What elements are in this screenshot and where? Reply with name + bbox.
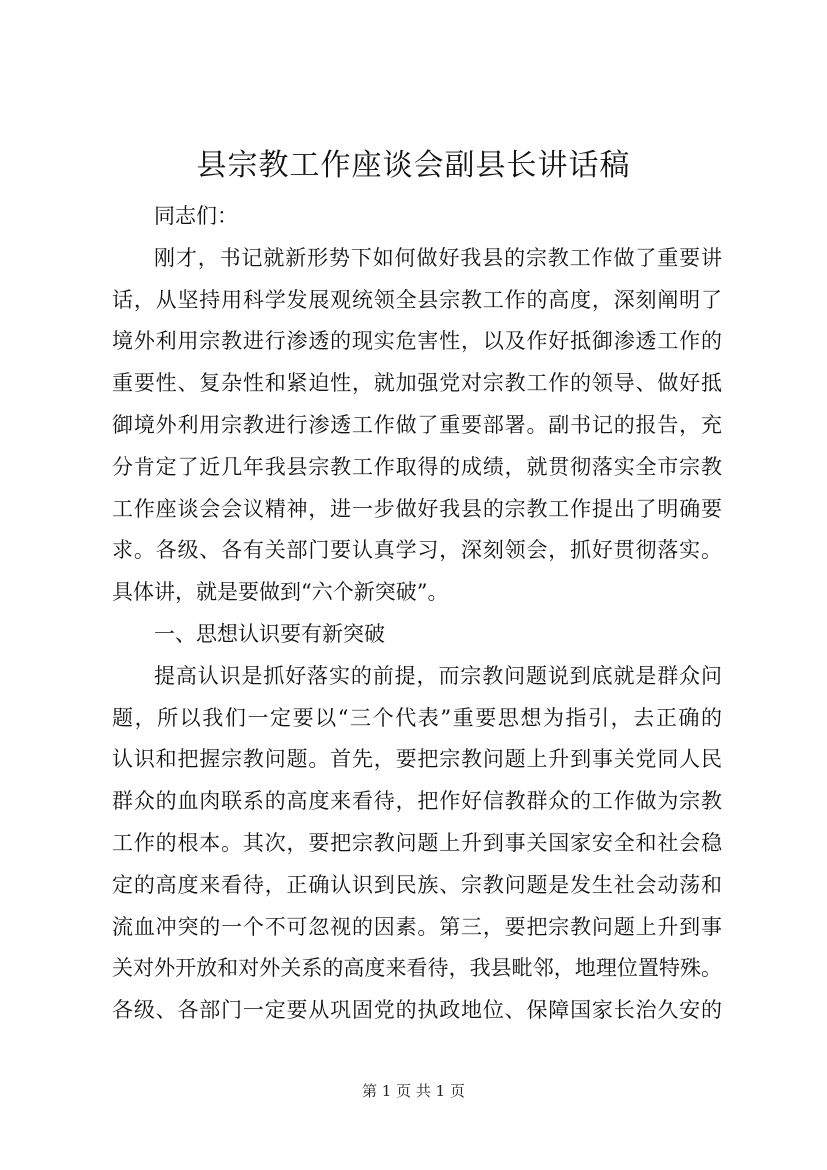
text-line: 御境外利用宗教进行渗透工作做了重要部署。副书记的报告，充 [112, 412, 722, 437]
text-line: 工作的根本。其次，要把宗教问题上升到事关国家安全和社会稳 [112, 830, 722, 855]
text-line: 求。各级、各有关部门要认真学习，深刻领会，抓好贯彻落实。 [112, 538, 722, 563]
text-line: 提高认识是抓好落实的前提，而宗教问题说到底就是群众问 [154, 663, 722, 688]
text-line: 话，从坚持用科学发展观统领全县宗教工作的高度，深刻阐明了 [112, 287, 722, 312]
text-line: 流血冲突的一个不可忽视的因素。第三，要把宗教问题上升到事 [112, 914, 722, 939]
text-line: 工作座谈会会议精神，进一步做好我县的宗教工作提出了明确要 [112, 496, 722, 521]
text-line: 分肯定了近几年我县宗教工作取得的成绩，就贯彻落实全市宗教 [112, 454, 722, 479]
text-line: 关对外开放和对外关系的高度来看待，我县毗邻，地理位置特殊。 [112, 956, 722, 981]
text-line: 刚才，书记就新形势下如何做好我县的宗教工作做了重要讲 [154, 245, 722, 270]
document-body [112, 196, 722, 1032]
text-line: 重要性、复杂性和紧迫性，就加强党对宗教工作的领导、做好抵 [112, 371, 722, 396]
text-line: 各级、各部门一定要从巩固党的执政地位、保障国家长治久安的 [112, 998, 722, 1023]
text-line: 具体讲，就是要做到“六个新突破”。 [112, 580, 449, 605]
page-footer: 第 1 页 共 1 页 [362, 1082, 465, 1100]
text-line: 境外利用宗教进行渗透的现实危害性，以及作好抵御渗透工作的 [112, 329, 722, 354]
document-title: 县宗教工作座谈会副县长讲话稿 [196, 148, 631, 183]
text-line: 群众的血肉联系的高度来看待，把作好信教群众的工作做为宗教 [112, 789, 722, 814]
text-line: 同志们： [154, 204, 238, 228]
text-line: 一、思想认识要有新突破 [154, 621, 385, 646]
text-line: 定的高度来看待，正确认识到民族、宗教问题是发生社会动荡和 [112, 872, 722, 897]
text-line: 题，所以我们一定要以“三个代表”重要思想为指引，去正确的 [112, 705, 722, 730]
text-line: 认识和把握宗教问题。首先，要把宗教问题上升到事关党同人民 [112, 747, 722, 772]
